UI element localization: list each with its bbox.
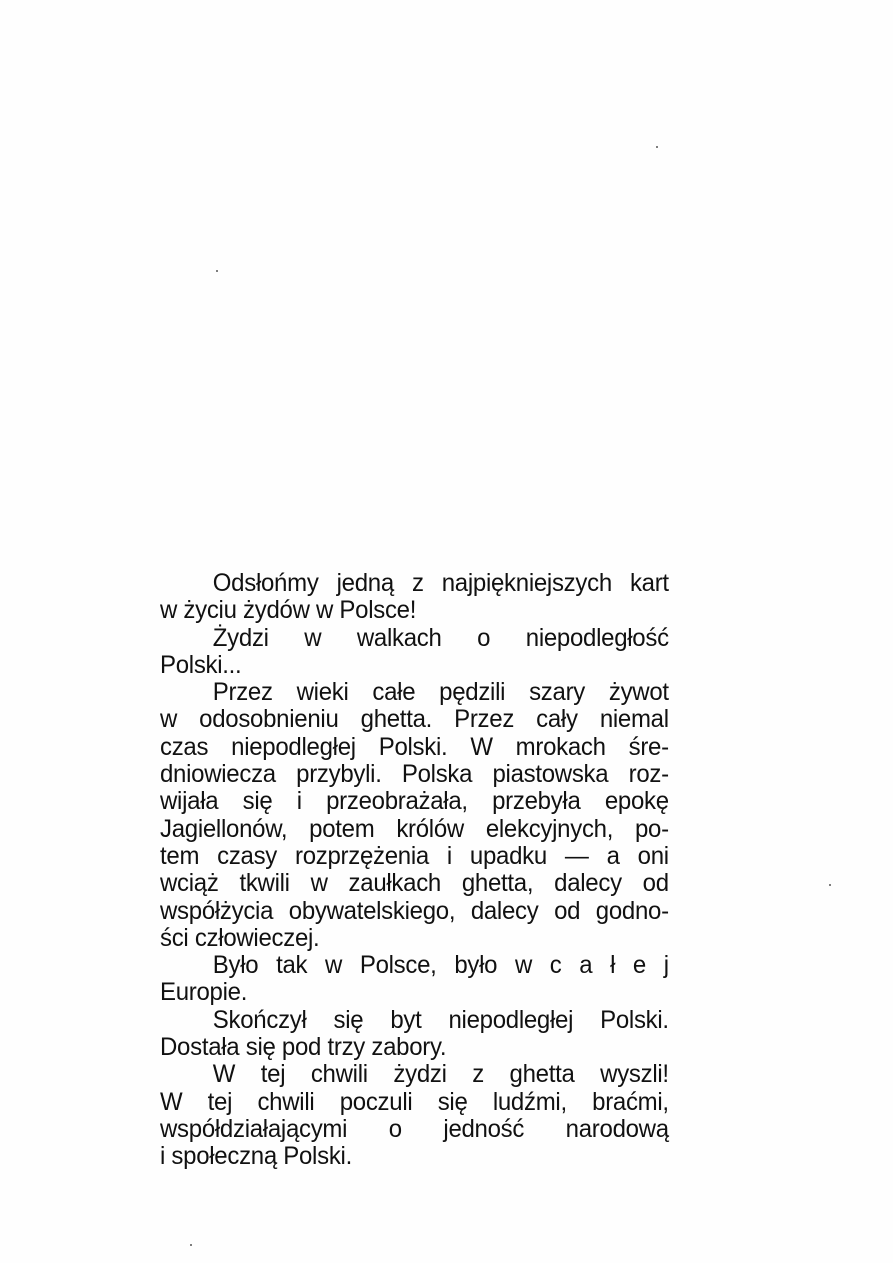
text-line: tem czasy rozprzężenia i upadku — a oni	[160, 841, 669, 870]
text-line: współdziałającymi o jedność narodową	[160, 1114, 669, 1143]
text-line: czas niepodległej Polski. W mrokach śre-	[160, 732, 669, 761]
text-line: W tej chwili żydzi z ghetta wyszli!	[212, 1060, 669, 1089]
text-line: ści człowieczej.	[160, 923, 320, 952]
text-line: wijała się i przeobrażała, przebyła epokę	[160, 787, 669, 816]
body-text	[160, 570, 669, 1171]
text-line: Jagiellonów, potem królów elekcyjnych, po-	[160, 814, 669, 843]
text-line: W tej chwili poczuli się ludźmi, braćmi,	[160, 1087, 669, 1116]
text-line: Odsłońmy jedną z najpiękniejszych kart	[212, 569, 669, 597]
text-line: i społeczną Polski.	[160, 1142, 352, 1171]
scan-speck	[190, 1244, 192, 1246]
scan-speck	[829, 884, 831, 886]
text-line: Europie.	[160, 978, 248, 1007]
text-line: w odosobnieniu ghetta. Przez cały niemal	[160, 705, 669, 734]
scan-speck	[216, 270, 218, 272]
text-line: Żydzi w walkach o niepodległość	[212, 623, 669, 652]
text-line: Dostała się pod trzy zabory.	[160, 1033, 447, 1062]
text-line: Było tak w Polsce, było w c a ł e j	[212, 951, 669, 980]
text-line: Polski...	[160, 650, 242, 679]
text-line: dniowiecza przybyli. Polska piastowska roz-	[160, 760, 669, 789]
text-line: wciąż tkwili w zaułkach ghetta, dalecy od	[160, 869, 669, 898]
text-line: współżycia obywatelskiego, dalecy od godno-	[160, 896, 669, 925]
text-line: Skończył się byt niepodległej Polski.	[212, 1005, 669, 1034]
text-line: Przez wieki całe pędzili szary żywot	[212, 678, 669, 707]
text-line: w życiu żydów w Polsce!	[160, 596, 417, 625]
scan-speck	[656, 146, 658, 148]
